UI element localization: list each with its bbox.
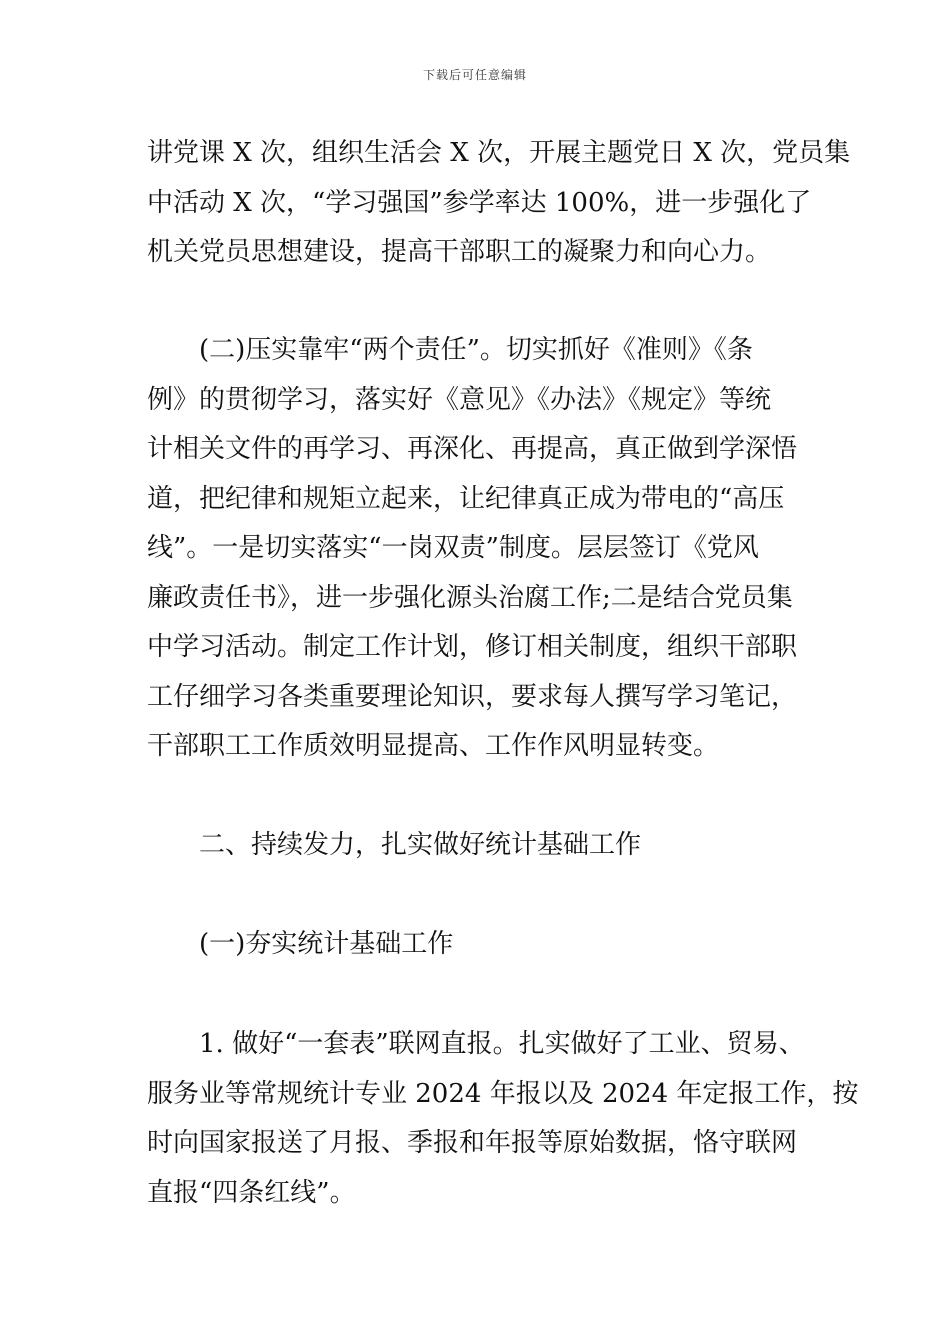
text-line: 廉政责任书》，进一步强化源头治腐工作;二是结合党员集	[147, 583, 793, 613]
text-line: 工仔细学习各类重要理论知识，要求每人撰写学习笔记，	[147, 682, 798, 712]
text-line: 线”。一是切实落实“一岗双责”制度。层层签订《党风	[147, 533, 759, 563]
text-line: 时向国家报送了月报、季报和年报等原始数据，恪守联网	[147, 1128, 798, 1158]
text-line: 例》的贯彻学习，落实好《意见》《办法》《规定》等统	[147, 385, 772, 415]
page-header-note: 下载后可任意编辑	[422, 68, 527, 82]
text-line: 机关党员思想建设，提高干部职工的凝聚力和向心力。	[147, 237, 772, 267]
text-line: 中学习活动。制定工作计划，修订相关制度，组织干部职	[147, 632, 798, 662]
text-line: 道，把纪律和规矩立起来，让纪律真正成为带电的“高压	[147, 484, 785, 514]
text-line: 服务业等常规统计专业 2024 年报以及 2024 年定报工作，按	[147, 1079, 859, 1109]
text-line: 计相关文件的再学习、再深化、再提高，真正做到学深悟	[147, 434, 798, 464]
text-line: 干部职工工作质效明显提高、工作作风明显转变。	[147, 731, 720, 761]
text-line: 讲党课 X 次，组织生活会 X 次，开展主题党日 X 次，党员集	[147, 138, 851, 168]
text-line: 直报“四条红线”。	[147, 1178, 356, 1208]
text-line: (二)压实靠牢“两个责任”。切实抓好《准则》《条	[199, 335, 753, 365]
heading-line: 二、持续发力，扎实做好统计基础工作	[199, 830, 642, 860]
text-line: 中活动 X 次，“学习强国”参学率达 100%，进一步强化了	[147, 188, 812, 218]
text-line: 1. 做好“一套表”联网直报。扎实做好了工业、贸易、	[199, 1029, 805, 1059]
heading-line: (一)夯实统计基础工作	[199, 929, 454, 959]
